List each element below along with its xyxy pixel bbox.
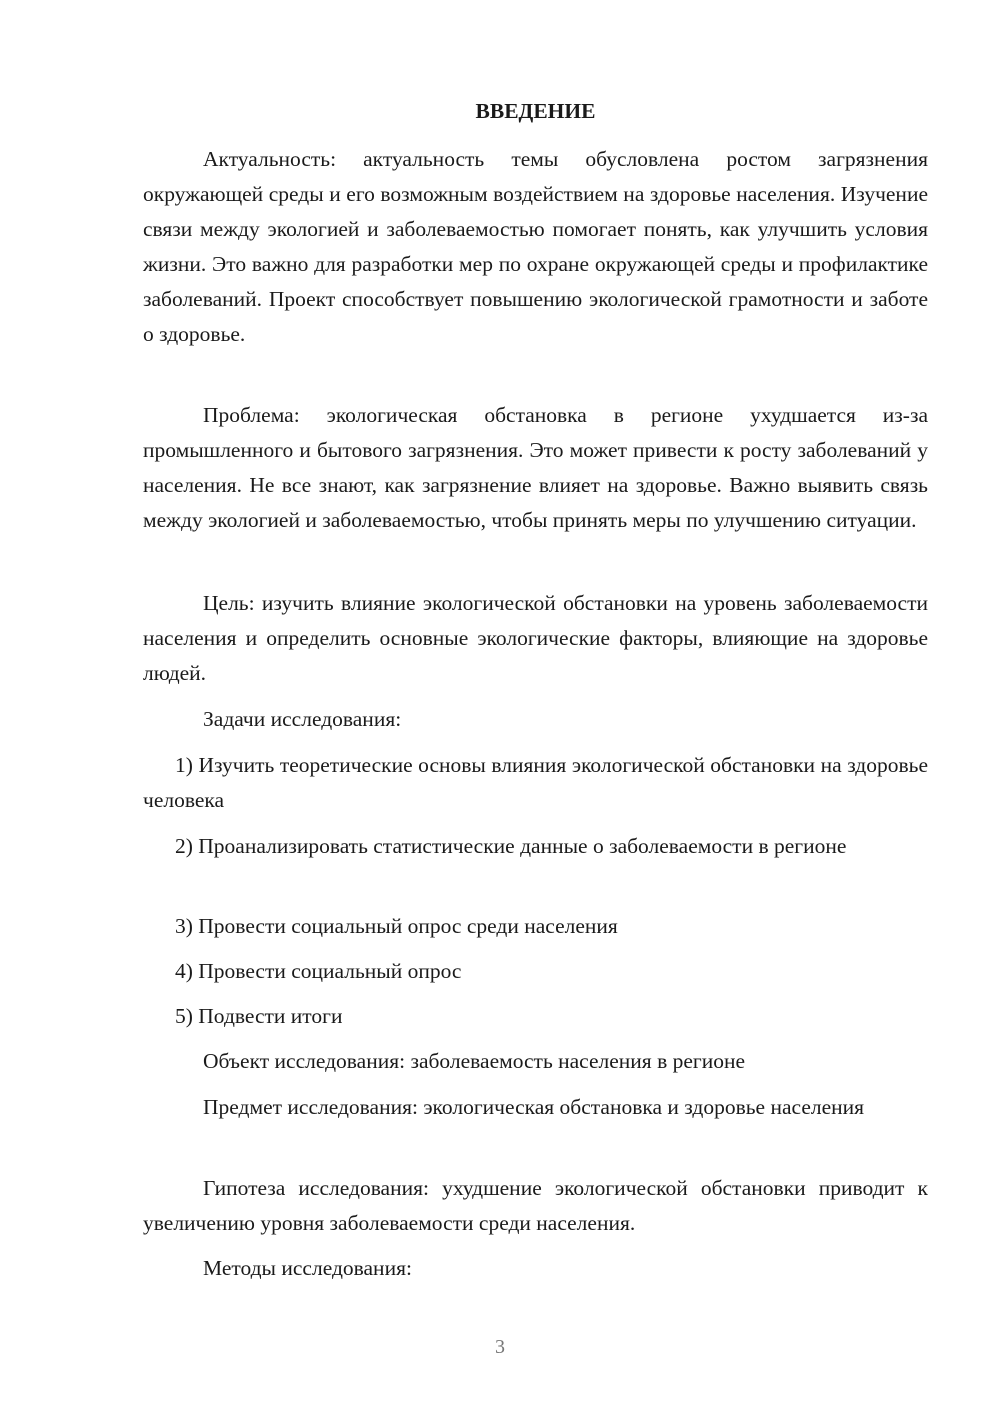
paragraph-relevance: Актуальность: актуальность темы обусловлена ростом загрязнения окружающей среды и его возможным воздействием на здоровье населения. Изучение связи между экологией и заболеваемостью помогает понять, как улучшить условия жизни. Это важно для разработки мер по охране окружающей среды и профилактике заболеваний. Проект способствует повышению экологической грамотности и заботе о здоровье.: [143, 147, 928, 346]
task-item-2: 2) Проанализировать статистические данные о заболеваемости в регионе: [175, 834, 847, 858]
paragraph-object: Объект исследования: заболеваемость населения в регионе: [203, 1049, 746, 1073]
paragraph-problem: Проблема: экологическая обстановка в регионе ухудшается из-за промышленного и бытового загрязнения. Это может привести к росту заболеваний у населения. Не все знают, как загрязнение влияет на здоровье. Важно выявить связь между экологией и заболеваемостью, чтобы принять меры по улучшению ситуации.: [143, 403, 928, 532]
paragraph-goal: Цель: изучить влияние экологической обстановки на уровень заболеваемости населения и определить основные экологические факторы, влияющие на здоровье людей.: [143, 591, 928, 685]
paragraph-subject: Предмет исследования: экологическая обстановка и здоровье населения: [203, 1095, 865, 1119]
paragraph-hypothesis: Гипотеза исследования: ухудшение экологической обстановки приводит к увеличению уровня заболеваемости среди населения.: [143, 1176, 928, 1235]
page-title: ВВЕДЕНИЕ: [475, 99, 596, 123]
task-item-1: 1) Изучить теоретические основы влияния экологической обстановки на здоровье человека: [143, 753, 928, 812]
tasks-heading: Задачи исследования:: [203, 707, 402, 731]
paragraph-methods: Методы исследования:: [203, 1256, 412, 1280]
task-item-5: 5) Подвести итоги: [175, 1004, 343, 1028]
page-number: 3: [495, 1336, 505, 1358]
task-item-3: 3) Провести социальный опрос среди населения: [175, 914, 618, 938]
task-item-4: 4) Провести социальный опрос: [175, 959, 462, 983]
